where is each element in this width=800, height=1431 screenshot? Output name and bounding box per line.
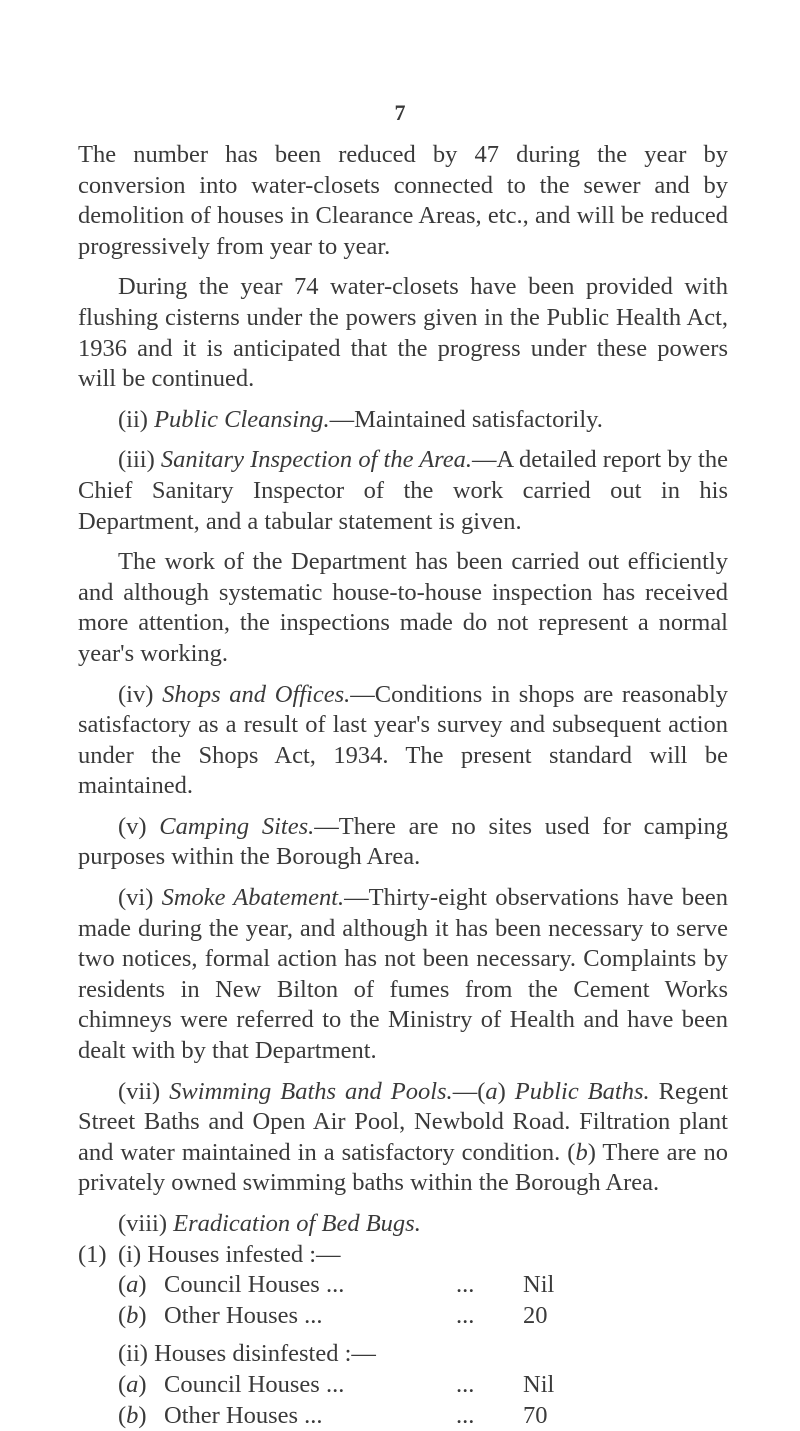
count-value: 20 bbox=[523, 1301, 548, 1329]
section-body: —There are no sites used for camping purposes within the Borough Area. bbox=[78, 812, 728, 871]
list-item: (b) Other Houses ... ... 20 bbox=[78, 1301, 728, 1332]
bed-bugs-heading bbox=[78, 1209, 728, 1240]
section-title: Swimming Baths and Pools. bbox=[169, 1077, 453, 1105]
bed-bugs-section bbox=[78, 1209, 728, 1431]
section-number: (vii) bbox=[118, 1077, 161, 1105]
count-value: Nil bbox=[523, 1370, 555, 1398]
section-number: (iv) bbox=[118, 680, 154, 708]
section-title: Smoke Abatement. bbox=[161, 884, 345, 912]
section-number: (iii) bbox=[118, 446, 155, 474]
list-item: (b) Other Houses ... ... 70 bbox=[78, 1401, 728, 1431]
section-title: Eradication of Bed Bugs. bbox=[173, 1210, 421, 1237]
document-body bbox=[78, 140, 728, 1431]
paragraph-camping-sites bbox=[78, 812, 728, 873]
section-title: Shops and Offices. bbox=[162, 680, 351, 708]
paragraph-public-cleansing bbox=[78, 405, 728, 436]
paragraph-smoke-abatement bbox=[78, 883, 728, 1067]
section-body: —Thirty-eight observations have been made during the year, and although it has been necessary to serve two notices, formal action has not been necessary. Complaints by residents in New Bilton of fumes from the Cement Works chimneys were referred to the Ministry of Health and have been dealt with by that Department. bbox=[78, 884, 728, 1065]
section-body: —Conditions in shops are reasonably satisfactory as a result of last year's survey and subsequent action under the Shops Act, 1934. The present standard will be maintained. bbox=[78, 680, 729, 800]
count-value: Nil bbox=[523, 1271, 555, 1299]
paragraph-sanitary-inspection bbox=[78, 445, 728, 537]
section-body: —Maintained satisfactorily. bbox=[329, 405, 603, 433]
section-title: Camping Sites. bbox=[159, 812, 315, 840]
group-number: (1) bbox=[78, 1240, 107, 1268]
list-item: (a) Council Houses ... ... Nil bbox=[78, 1270, 728, 1301]
houses-disinfested-heading: (ii) Houses disinfested :— bbox=[118, 1340, 376, 1368]
count-value: 70 bbox=[523, 1401, 548, 1429]
section-number: (v) bbox=[118, 812, 147, 840]
paragraph-flush-count: The number has been reduced by 47 during the year by conversion into water-closets connected to the sewer and by demolition of houses in Clearance Areas, etc., and will be reduced progressively from year to year. bbox=[78, 141, 728, 260]
paragraph-shops-offices bbox=[78, 680, 728, 802]
page-number: 7 bbox=[394, 100, 406, 125]
section-title: Sanitary Inspection of the Area. bbox=[160, 446, 473, 474]
paragraph-swimming-baths: (vii) Swimming Baths and Pools.—(a) Public Baths. Regent Street Baths and Open Air Pool, Newbold Road. Filtration plant and water maintained in a satisfactory condition. (b) There are no privately owned swimming baths within the Borough Area. bbox=[78, 1077, 729, 1197]
list-item: (a) Council Houses ... ... Nil bbox=[78, 1370, 728, 1401]
houses-infested-heading: (1) (i) Houses infested :— bbox=[78, 1240, 728, 1271]
section-body: —A detailed report by the Chief Sanitary Inspector of the work carried out in his Department, and a tabular statement is given. bbox=[78, 446, 728, 535]
paragraph-department-work: The work of the Department has been carried out efficiently and although systematic house-to-house inspection has received more attention, the inspections made do not represent a normal year's working. bbox=[78, 548, 728, 667]
paragraph-flushing-cisterns: During the year 74 water-closets have been provided with flushing cisterns under the powers given in the Public Health Act, 1936 and it is anticipated that the progress under these powers will be continued. bbox=[78, 273, 728, 393]
section-number: (ii) bbox=[118, 405, 148, 433]
section-number: (viii) bbox=[118, 1210, 167, 1237]
section-title: Public Cleansing. bbox=[154, 405, 330, 433]
subsection-title: Public Baths. bbox=[514, 1077, 650, 1105]
section-number: (vi) bbox=[118, 884, 154, 912]
